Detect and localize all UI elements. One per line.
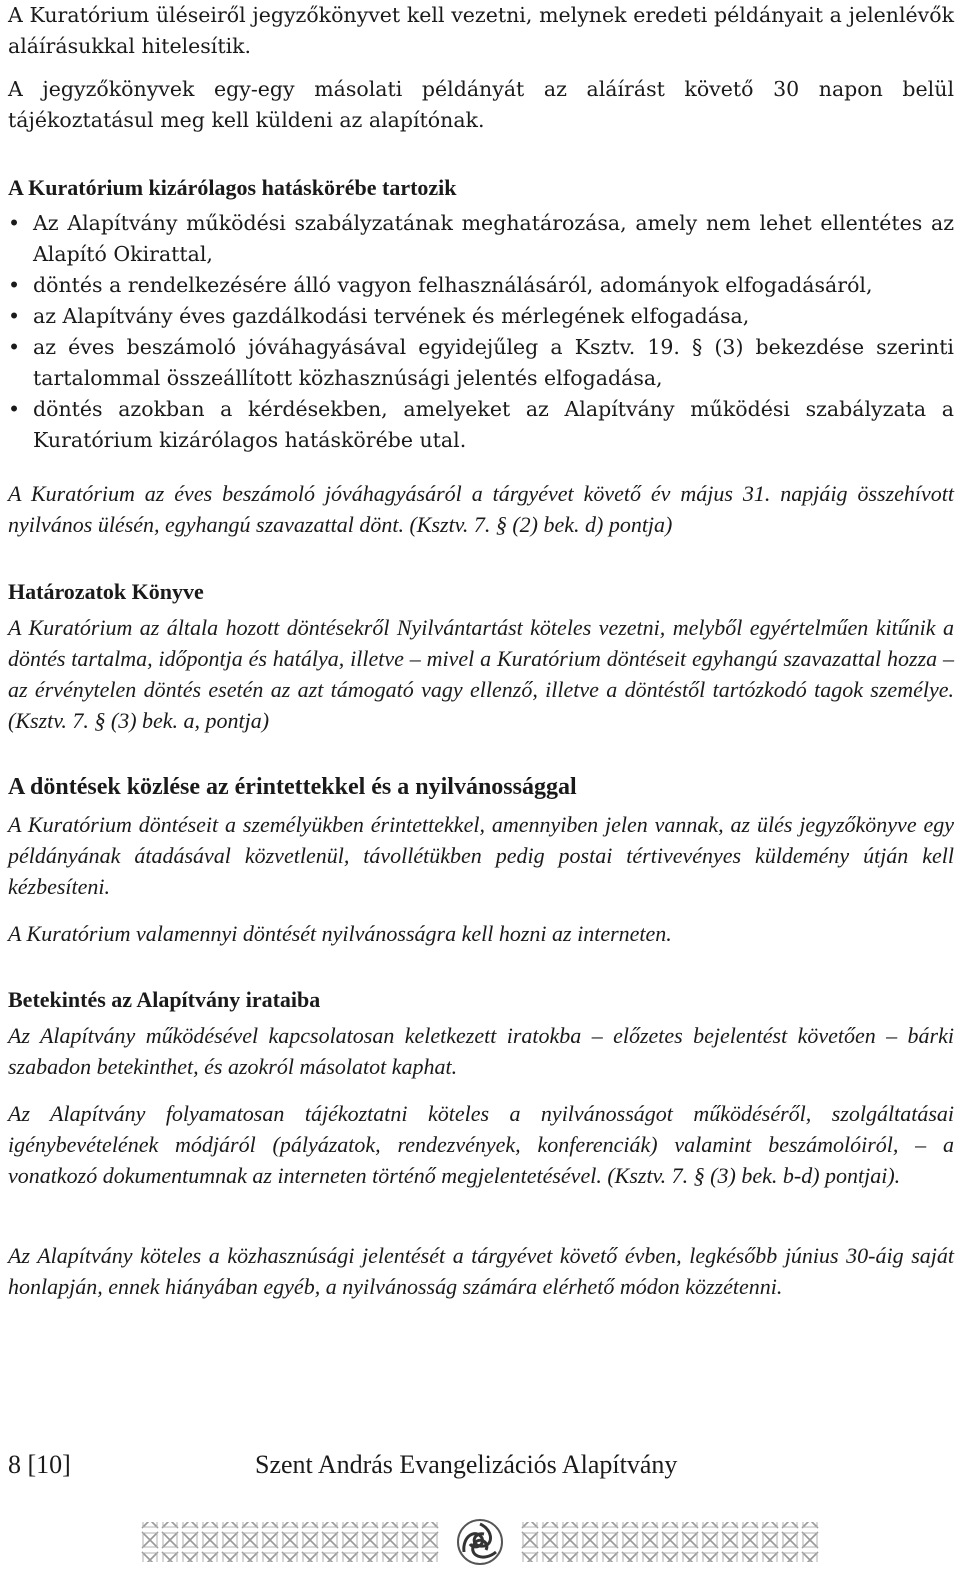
- list-item: • döntés a rendelkezésére álló vagyon felhasználásáról, adományok elfogadásáról,: [8, 270, 954, 301]
- page-footer: [8, 1448, 954, 1482]
- decisions-book-text: A Kuratórium az általa hozott döntésekről Nyilvántartást köteles vezetni, melyből egyértelműen kitűnik a döntés tartalma, időpontja és hatálya, illetve – mivel a Kuratórium döntéseit egyhangú szavazattal hozza – az érvénytelen döntés esetén az azt támogató vagy ellenző, illetve a döntéstől tartózkodó tagok személye. (Ksztv. 7. § (3) bek. a, pontja): [8, 615, 954, 733]
- celtic-knot-ornament-icon: [140, 1510, 820, 1568]
- list-item: • az Alapítvány éves gazdálkodási tervének és mérlegének elfogadása,: [8, 301, 954, 332]
- access-paragraph-1: Az Alapítvány működésével kapcsolatosan keletkezett iratokba – előzetes bejelentést követően – bárki szabadon betekinthet, és azokról másolatot kaphat.: [8, 1023, 954, 1079]
- communication-paragraph-2: A Kuratórium valamennyi döntését nyilvánosságra kell hozni az interneten.: [8, 921, 672, 946]
- communication-heading: A döntések közlése az érintettekkel és a nyilvánossággal: [8, 774, 577, 800]
- intro-paragraph-2: A jegyzőkönyvek egy-egy másolati példányát az aláírást követő 30 napon belül tájékoztatásul meg kell küldeni az alapítónak.: [8, 77, 954, 132]
- communication-paragraph-1: A Kuratórium döntéseit a személyükben érintettekkel, amennyiben jelen vannak, az ülés jegyzőkönyve egy példányának átadásával közvetlenül, távollétükben pedig postai tértivevényes küldemény útján kell kézbesíteni.: [8, 812, 954, 899]
- access-paragraph-2: Az Alapítvány folyamatosan tájékoztatni köteles a nyilvánosságot működéséről, szolgáltatásai igénybevételének módjáról (pályázatok, rendezvények, konferenciák) valamint beszámolóiról, – a vonatkozó dokumentumnak az interneten történő megjelentetésével. (Ksztv. 7. § (3) bek. b-d) pontjai).: [8, 1101, 954, 1188]
- page-number: 8 [10]: [8, 1450, 71, 1479]
- competence-note: A Kuratórium az éves beszámoló jóváhagyásáról a tárgyévet követő év május 31. napjáig összehívott nyilvános ülésén, egyhangú szavazattal dönt. (Ksztv. 7. § (2) bek. d) pontja): [8, 481, 954, 537]
- access-heading: Betekintés az Alapítvány irataiba: [8, 987, 321, 1012]
- list-item: • döntés azokban a kérdésekben, amelyeket az Alapítvány működési szabályzata a Kuratórium kizárólagos hatáskörébe utal.: [8, 394, 954, 456]
- decisions-book-heading: Határozatok Könyve: [8, 579, 204, 604]
- organization-name: Szent András Evangelizációs Alapítvány: [255, 1450, 678, 1479]
- competence-list: [8, 208, 954, 456]
- list-item: • az éves beszámoló jóváhagyásával egyidejűleg a Ksztv. 19. § (3) bekezdése szerinti tartalommal összeállított közhasznúsági jelentés elfogadása,: [8, 332, 954, 394]
- competence-heading: A Kuratórium kizárólagos hatáskörébe tartozik: [8, 175, 457, 200]
- access-paragraph-3: Az Alapítvány köteles a közhasznúsági jelentését a tárgyévet követő évben, legkésőbb június 30-áig saját honlapján, ennek hiányában egyéb, a nyilvánosság számára elérhető módon közzétenni.: [8, 1243, 954, 1299]
- list-item: • Az Alapítvány működési szabályzatának meghatározása, amely nem lehet ellentétes az Alapító Okirattal,: [8, 208, 954, 270]
- intro-paragraph-1: A Kuratórium üléseiről jegyzőkönyvet kell vezetni, melynek eredeti példányait a jelenlévők aláírásukkal hitelesítik.: [8, 3, 954, 58]
